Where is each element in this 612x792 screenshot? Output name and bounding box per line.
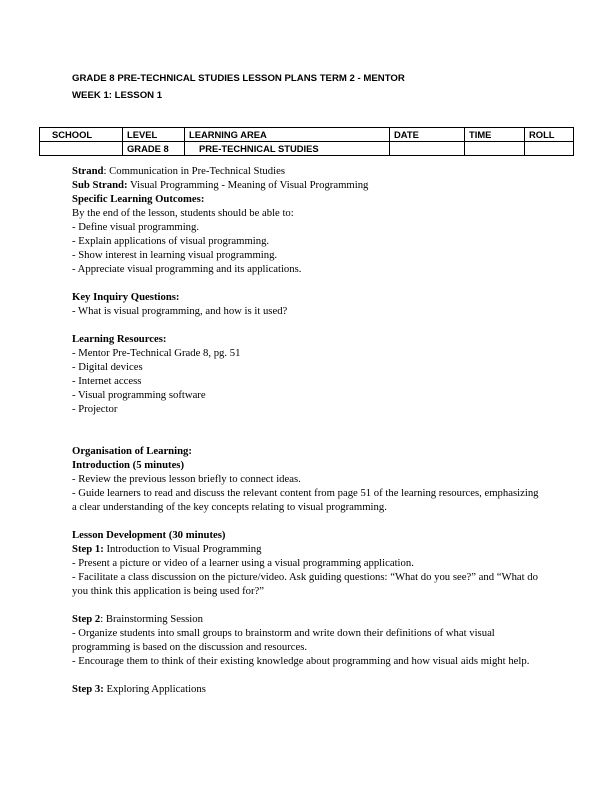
- development-heading: Lesson Development (30 minutes): [72, 529, 226, 541]
- list-item: - Define visual programming.: [72, 221, 200, 233]
- sub-strand-label: Sub Strand:: [72, 179, 128, 191]
- cell-date: [390, 142, 465, 156]
- list-item: - Mentor Pre-Technical Grade 8, pg. 51: [72, 347, 241, 359]
- list-item: - Organize students into small groups to brainstorm and write down their definitions of what visual programming is based on the discussion and resources.: [72, 627, 495, 653]
- step2-label: Step 2: [72, 613, 101, 625]
- sub-strand-value: Visual Programming - Meaning of Visual Programming: [127, 179, 369, 191]
- sub-strand-line: [72, 178, 542, 192]
- outcomes-intro: By the end of the lesson, students should be able to:: [72, 207, 294, 219]
- cell-school: [40, 142, 123, 156]
- step1-label: Step 1:: [72, 543, 104, 555]
- list-item: - Appreciate visual programming and its applications.: [72, 263, 302, 275]
- lesson-body: [72, 164, 542, 696]
- inquiry-heading: Key Inquiry Questions:: [72, 291, 180, 303]
- header-learning-area: LEARNING AREA: [185, 128, 390, 142]
- list-item: - Digital devices: [72, 361, 143, 373]
- list-item: - Explain applications of visual programming.: [72, 235, 270, 247]
- header-level: LEVEL: [123, 128, 185, 142]
- step3-line: [72, 682, 542, 696]
- table-header-row: [40, 128, 574, 142]
- cell-roll: [525, 142, 574, 156]
- step1-line: [72, 542, 542, 556]
- strand-line: [72, 164, 542, 178]
- resources-heading: Learning Resources:: [72, 333, 167, 345]
- document-title: GRADE 8 PRE-TECHNICAL STUDIES LESSON PLANS TERM 2 - MENTOR: [72, 73, 405, 84]
- header-time: TIME: [465, 128, 525, 142]
- strand-value: : Communication in Pre-Technical Studies: [103, 165, 285, 177]
- list-item: - Projector: [72, 403, 118, 415]
- cell-level: GRADE 8: [123, 142, 185, 156]
- list-item: - Visual programming software: [72, 389, 206, 401]
- cell-learning-area: PRE-TECHNICAL STUDIES: [185, 142, 390, 156]
- list-item: - Encourage them to think of their existing knowledge about programming and how visual aids might help.: [72, 655, 530, 667]
- cell-time: [465, 142, 525, 156]
- list-item: - Show interest in learning visual programming.: [72, 249, 278, 261]
- header-school: SCHOOL: [40, 128, 123, 142]
- header-date: DATE: [390, 128, 465, 142]
- list-item: - Internet access: [72, 375, 142, 387]
- list-item: - Present a picture or video of a learner using a visual programming application.: [72, 557, 414, 569]
- step3-title: Exploring Applications: [103, 683, 206, 695]
- step3-label: Step 3:: [72, 683, 104, 695]
- introduction-heading: Introduction (5 minutes): [72, 459, 185, 471]
- list-item: - What is visual programming, and how is it used?: [72, 305, 288, 317]
- header-roll: ROLL: [525, 128, 574, 142]
- strand-label: Strand: [72, 165, 104, 177]
- list-item: - Review the previous lesson briefly to connect ideas.: [72, 473, 301, 485]
- lesson-info-table: [39, 127, 574, 156]
- table-value-row: [40, 142, 574, 156]
- step1-title: Introduction to Visual Programming: [103, 543, 262, 555]
- step2-line: [72, 612, 542, 626]
- step2-title: : Brainstorming Session: [100, 613, 203, 625]
- lesson-subtitle: WEEK 1: LESSON 1: [72, 90, 163, 101]
- list-item: - Guide learners to read and discuss the relevant content from page 51 of the learning resources, emphasizing a clear understanding of the key concepts relating to visual programming.: [72, 487, 539, 513]
- organisation-heading: Organisation of Learning:: [72, 445, 192, 457]
- outcomes-heading: Specific Learning Outcomes:: [72, 193, 205, 205]
- list-item: - Facilitate a class discussion on the picture/video. Ask guiding questions: “What do you see?” and “What do you think this application is being used for?”: [72, 571, 538, 597]
